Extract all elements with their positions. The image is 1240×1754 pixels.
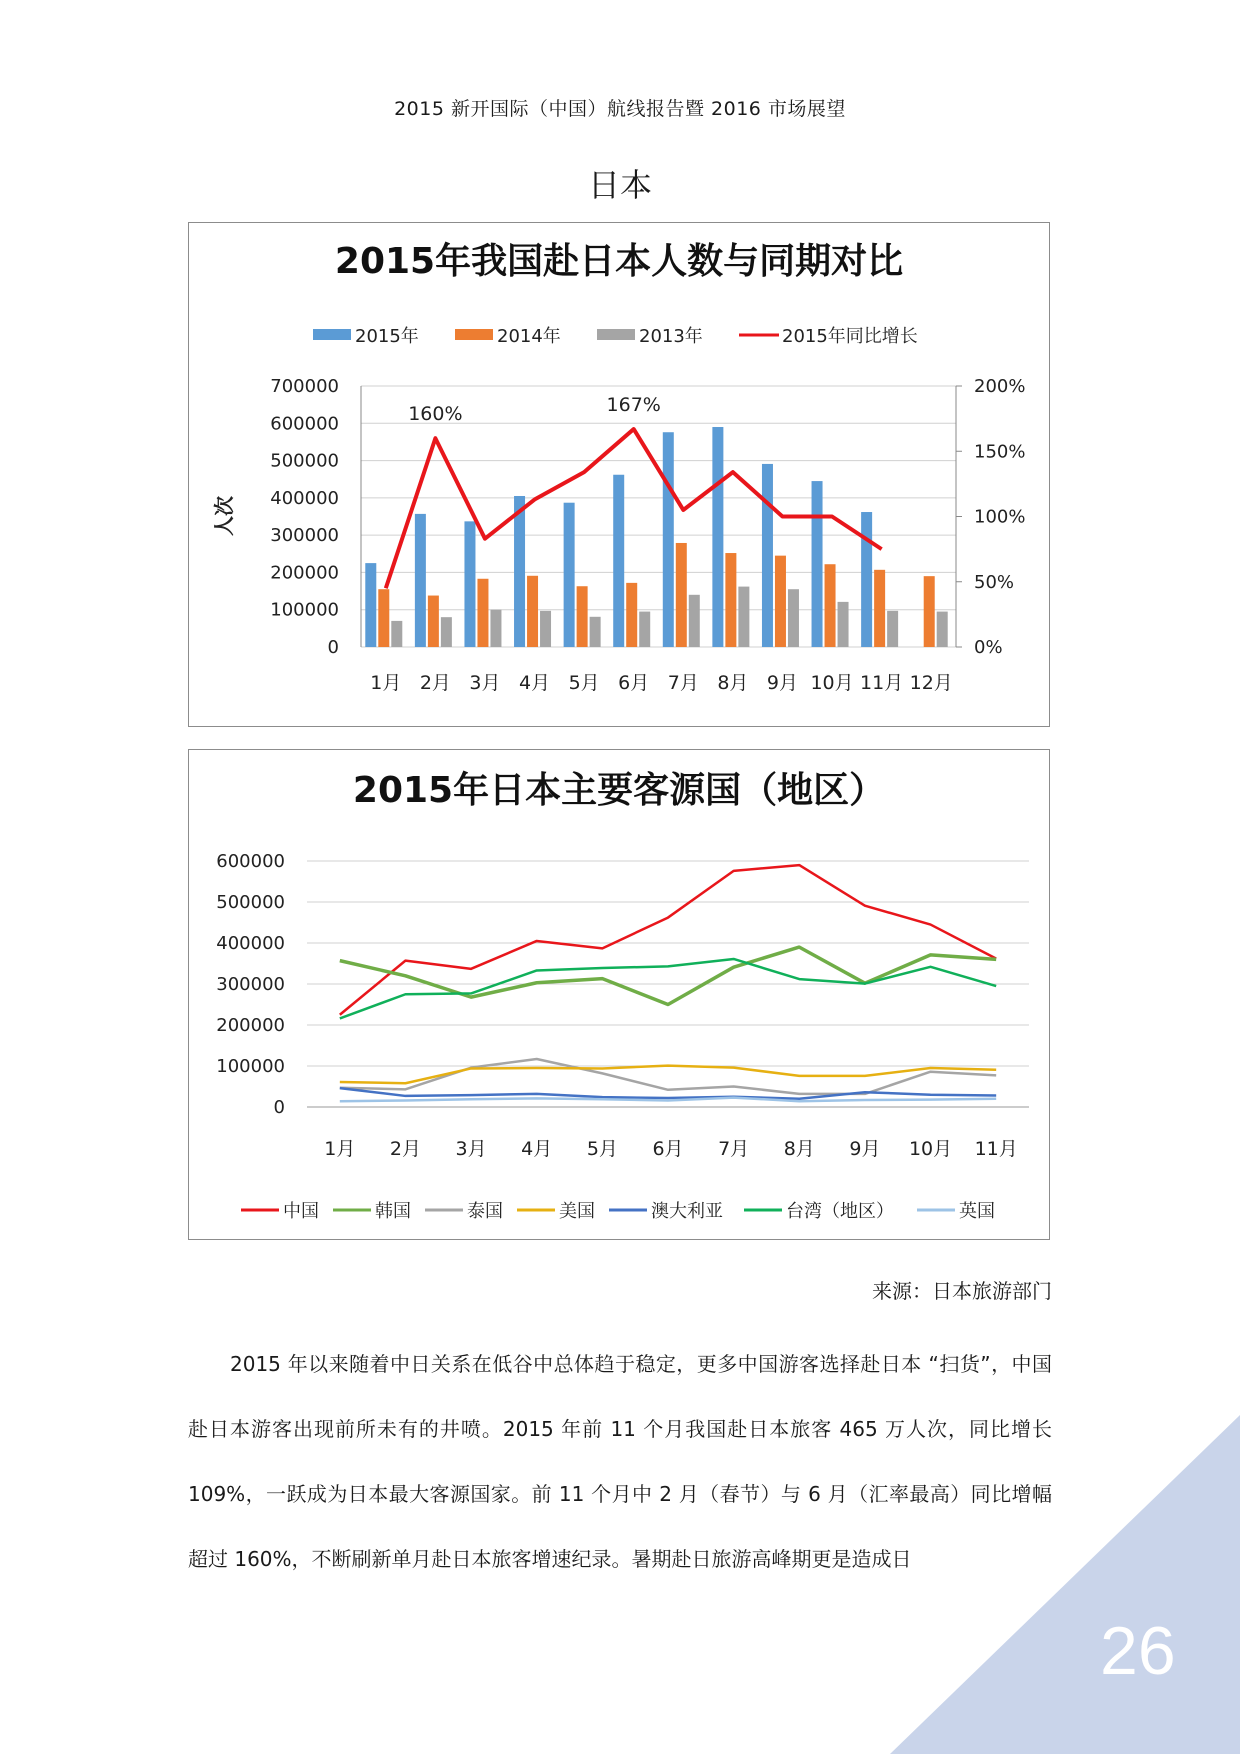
chart2-legend-label: 韩国 bbox=[375, 1201, 411, 1222]
chart1-bar bbox=[577, 586, 588, 647]
chart2-legend-label: 英国 bbox=[959, 1201, 995, 1222]
chart1-bar bbox=[464, 521, 475, 647]
chart2-x-tick: 3月 bbox=[455, 1138, 487, 1160]
chart1-bar bbox=[527, 576, 538, 647]
chart1-legend-label: 2013年 bbox=[639, 326, 703, 347]
chart2-y-tick: 600000 bbox=[216, 851, 285, 872]
chart1-data-label: 160% bbox=[408, 403, 463, 426]
chart2-legend-label: 美国 bbox=[559, 1201, 595, 1222]
chart1-bar bbox=[378, 589, 389, 647]
chart1-bar bbox=[738, 587, 749, 647]
chart1-legend-label: 2015年 bbox=[355, 326, 419, 347]
chart1-y-tick: 700000 bbox=[270, 376, 339, 397]
chart2-legend-label: 泰国 bbox=[467, 1201, 503, 1222]
source-markets-chart-svg bbox=[189, 750, 1048, 1238]
page-header-title: 2015 新开国际（中国）航线报告暨 2016 市场展望 bbox=[394, 98, 846, 120]
chart2-y-tick: 300000 bbox=[216, 974, 285, 995]
chart1-y-tick: 400000 bbox=[270, 487, 339, 509]
chart2-x-tick: 11月 bbox=[974, 1138, 1018, 1160]
chart2-x-tick: 7月 bbox=[718, 1138, 750, 1160]
chart1-bar bbox=[540, 611, 551, 647]
chart2-x-tick: 8月 bbox=[783, 1138, 815, 1160]
chart1-y-tick: 300000 bbox=[270, 525, 339, 547]
chart1-bar bbox=[613, 475, 624, 647]
chart1-y-tick: 0 bbox=[327, 637, 339, 658]
chart1-bar bbox=[676, 543, 687, 647]
chart1-bar bbox=[689, 595, 700, 647]
chart2-x-tick: 6月 bbox=[652, 1138, 684, 1160]
chart1-x-tick: 4月 bbox=[518, 672, 551, 694]
chart2-title: 2015年日本主要客源国（地区） bbox=[352, 770, 886, 811]
chart1-y2-tick: 50% bbox=[974, 571, 1015, 593]
chart1-bar bbox=[838, 602, 849, 647]
chart1-legend-label: 2015年同比增长 bbox=[782, 326, 918, 347]
chart1-bar bbox=[663, 432, 674, 647]
visitors-comparison-chart bbox=[188, 222, 1050, 727]
chart1-x-tick: 8月 bbox=[717, 672, 749, 694]
chart1-bar bbox=[477, 579, 488, 647]
chart2-legend-label: 中国 bbox=[283, 1201, 319, 1222]
chart1-bar bbox=[712, 427, 723, 647]
visitors-comparison-chart-svg bbox=[189, 223, 1048, 725]
chart1-y2-tick: 0% bbox=[974, 637, 1003, 658]
chart1-bar bbox=[825, 564, 836, 647]
chart1-bar bbox=[428, 596, 439, 647]
chart1-bar bbox=[762, 464, 773, 647]
chart1-y-tick: 100000 bbox=[270, 599, 339, 621]
chart2-y-tick: 400000 bbox=[216, 933, 285, 954]
chart1-bar bbox=[924, 576, 935, 647]
chart1-bar bbox=[639, 612, 650, 647]
chart1-x-tick: 7月 bbox=[667, 672, 699, 694]
chart1-bar bbox=[788, 589, 799, 647]
chart1-y-label: 人次 bbox=[212, 496, 236, 536]
chart1-x-tick: 1月 bbox=[370, 672, 402, 694]
chart1-legend-swatch bbox=[597, 329, 635, 340]
chart1-data-label: 167% bbox=[606, 394, 661, 417]
chart1-y2-tick: 100% bbox=[974, 506, 1026, 528]
body-paragraph: 2015 年以来随着中日关系在低谷中总体趋于稳定，更多中国游客选择赴日本 “扫货”，中国赴日本游客出现前所未有的井喷。2015 年前 11 个月我国赴日本旅客 465 万人次，同比增长 109%，一跃成为日本最大客源国家。前 11 个月中 2 月（春节）与 6 月（汇率最高）同比增幅超过 160%，不断刷新单月赴日本旅客增速纪录。暑期赴日旅游高峰期更是造成日 bbox=[188, 1352, 1052, 1571]
chart1-bar bbox=[441, 617, 452, 647]
chart1-x-tick: 12月 bbox=[909, 672, 953, 694]
chart1-x-tick: 11月 bbox=[860, 672, 904, 694]
chart1-legend-swatch bbox=[313, 329, 351, 340]
source-note: 来源：日本旅游部门 bbox=[872, 1279, 1052, 1303]
chart1-x-tick: 3月 bbox=[469, 672, 501, 694]
chart2-series-line bbox=[340, 865, 996, 1015]
chart1-bar bbox=[874, 570, 885, 647]
chart1-bar bbox=[775, 556, 786, 647]
chart2-y-tick: 200000 bbox=[216, 1015, 285, 1036]
chart1-x-tick: 9月 bbox=[766, 672, 799, 694]
chart1-bar bbox=[812, 481, 823, 647]
chart2-x-tick: 4月 bbox=[521, 1138, 553, 1160]
chart2-y-tick: 0 bbox=[273, 1097, 285, 1118]
chart1-bar bbox=[391, 621, 402, 647]
chart1-growth-line bbox=[386, 429, 882, 588]
chart1-bar bbox=[725, 553, 736, 647]
chart1-title: 2015年我国赴日本人数与同期对比 bbox=[334, 241, 904, 282]
chart2-legend-label: 台湾（地区） bbox=[786, 1201, 894, 1222]
chart1-y2-tick: 150% bbox=[974, 441, 1026, 463]
source-markets-chart bbox=[188, 749, 1050, 1240]
chart1-x-tick: 6月 bbox=[618, 672, 650, 694]
chart1-bar bbox=[861, 512, 872, 647]
chart1-legend-label: 2014年 bbox=[497, 326, 561, 347]
chart2-y-tick: 100000 bbox=[216, 1056, 285, 1077]
chart1-bar bbox=[626, 583, 637, 647]
chart2-y-tick: 500000 bbox=[216, 892, 285, 913]
chart1-x-tick: 2月 bbox=[419, 672, 451, 694]
chart2-x-tick: 2月 bbox=[389, 1138, 422, 1160]
chart1-bar bbox=[564, 503, 575, 647]
chart1-bar bbox=[937, 612, 948, 647]
page-number: 26 bbox=[1100, 1613, 1176, 1689]
chart1-legend-swatch bbox=[455, 329, 493, 340]
chart1-bar bbox=[590, 617, 601, 647]
chart1-bar bbox=[514, 496, 525, 647]
chart2-x-tick: 1月 bbox=[324, 1138, 356, 1160]
chart1-bar bbox=[887, 611, 898, 647]
chart1-x-tick: 5月 bbox=[568, 672, 600, 694]
chart1-bar bbox=[490, 610, 501, 647]
chart2-x-tick: 10月 bbox=[908, 1138, 953, 1160]
chart2-x-tick: 9月 bbox=[849, 1138, 881, 1160]
section-title: 日本 bbox=[587, 166, 652, 204]
chart1-y-tick: 500000 bbox=[270, 450, 339, 472]
chart1-y-tick: 600000 bbox=[270, 413, 339, 435]
chart2-legend-label: 澳大利亚 bbox=[651, 1201, 723, 1222]
chart2-x-tick: 5月 bbox=[586, 1138, 618, 1160]
chart1-x-tick: 10月 bbox=[810, 672, 854, 694]
chart2-series-line bbox=[340, 1066, 996, 1084]
chart1-bar bbox=[365, 563, 376, 647]
chart1-y-tick: 200000 bbox=[270, 562, 339, 584]
chart1-bar bbox=[415, 514, 426, 647]
chart1-y2-tick: 200% bbox=[974, 376, 1026, 397]
